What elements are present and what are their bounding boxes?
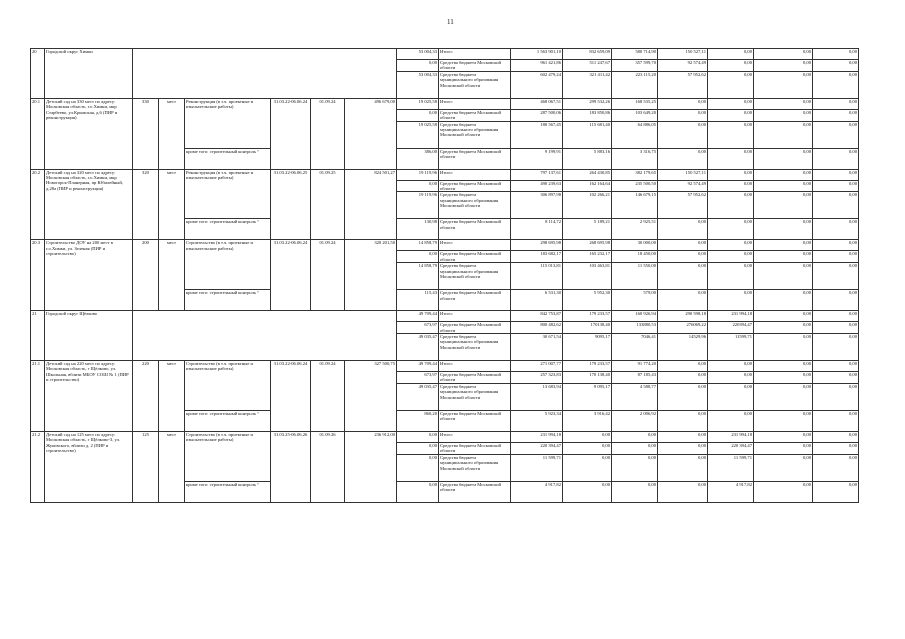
value-y2: 223 115,20 (612, 71, 658, 98)
value-y4: 0,00 (708, 121, 754, 148)
object-name: Городской округ Щёлково (45, 311, 133, 361)
object-cost: 496 679,00 (345, 98, 397, 169)
value-y4: 0,00 (708, 60, 754, 72)
value-y4: 0,00 (708, 361, 754, 372)
value-y3: 0,00 (658, 410, 708, 431)
finish-date: 01.09.25 (311, 169, 345, 240)
value-y1: 179 233,57 (563, 361, 612, 372)
value-total: 8 114,72 (511, 219, 563, 240)
table-row (31, 431, 859, 442)
value-total: 287 500,06 (511, 109, 563, 121)
capacity: 330 (133, 98, 159, 169)
value-y6: 0,00 (813, 49, 859, 60)
unit: мест (159, 361, 185, 432)
blank-cell (133, 311, 397, 361)
unit: мест (159, 169, 185, 240)
value-total: 468 067,51 (511, 98, 563, 109)
construction-control-label: кроме того: строительный контроль ⁷ (185, 410, 271, 431)
value-y1: 264 430,85 (563, 169, 612, 180)
value-y1: 0,00 (563, 442, 612, 454)
value-total: 842 753,87 (511, 311, 563, 322)
value-y2: 160 926,94 (612, 311, 658, 322)
value-total: 5 923,34 (511, 410, 563, 431)
value-y6: 0,00 (813, 219, 859, 240)
value-y6: 0,00 (813, 98, 859, 109)
value-y5: 0,00 (754, 148, 813, 169)
value-y2: 579,00 (612, 290, 658, 311)
value-total: 306 897,98 (511, 192, 563, 219)
value-col8: 115,43 (397, 290, 439, 311)
financing-source: Средства бюджета Московской области (439, 322, 511, 334)
value-y3: 0,00 (658, 251, 708, 263)
financing-source: Итого: (439, 49, 511, 60)
value-total: 800 482,62 (511, 322, 563, 334)
financing-source: Итого: (439, 431, 511, 442)
value-y5: 0,00 (754, 372, 813, 384)
value-y1: 170 138,40 (563, 372, 612, 384)
value-y6: 0,00 (813, 192, 859, 219)
capacity: 200 (133, 240, 159, 311)
value-y5: 0,00 (754, 263, 813, 290)
work-type: Строительство (в т.ч. проектные и изыскательские работы) (185, 361, 271, 411)
value-col8: 19 025,58 (397, 121, 439, 148)
value-y6: 0,00 (813, 240, 859, 251)
value-total: 602 479,24 (511, 71, 563, 98)
financing-source: Средства бюджета Московской области (439, 60, 511, 72)
value-y3: 0,00 (658, 240, 708, 251)
financing-source: Средства бюджета муниципального образования Московской области (439, 71, 511, 98)
value-total: 4 917,82 (511, 481, 563, 502)
value-y2: 235 500,50 (612, 180, 658, 192)
value-y3: 14529,96 (658, 334, 708, 361)
value-col8: 0,00 (397, 431, 439, 442)
value-y1: 102 266,21 (563, 192, 612, 219)
value-y4: 0,00 (708, 290, 754, 311)
financing-source: Средства бюджета муниципального образования Московской области (439, 334, 511, 361)
value-y1: 511 247,67 (563, 60, 612, 72)
blank-cell (133, 49, 397, 99)
construction-control-label: кроме того: строительный контроль ⁷ (185, 148, 271, 169)
value-total: 271 007,77 (511, 361, 563, 372)
value-y3: 0,00 (658, 109, 708, 121)
value-y4: 11 599,71 (708, 454, 754, 481)
financing-source: Средства бюджета Московской области (439, 219, 511, 240)
value-y1: 268 695,98 (563, 240, 612, 251)
value-y6: 0,00 (813, 311, 859, 322)
value-y6: 0,00 (813, 322, 859, 334)
value-y2: 0,00 (612, 481, 658, 502)
value-y4: 0,00 (708, 71, 754, 98)
value-y5: 0,00 (754, 219, 813, 240)
value-col8: 0,00 (397, 442, 439, 454)
financing-source: Средства бюджета муниципального образования Московской области (439, 263, 511, 290)
row-index: 20.1 (31, 98, 45, 169)
value-y1: 165 232,17 (563, 251, 612, 263)
value-y2: 64 886,05 (612, 121, 658, 148)
financing-source: Средства бюджета муниципального образования Московской области (439, 383, 511, 410)
value-y6: 0,00 (813, 121, 859, 148)
row-index: 21.1 (31, 361, 45, 432)
value-col8: 14 858,79 (397, 263, 439, 290)
value-y4: 0,00 (708, 49, 754, 60)
value-total: 180 567,45 (511, 121, 563, 148)
value-y2: 18 450,00 (612, 251, 658, 263)
value-total: 6 531,30 (511, 290, 563, 311)
value-y3: 0,00 (658, 383, 708, 410)
unit: мест (159, 431, 185, 502)
value-y3: 0,00 (658, 454, 708, 481)
value-y6: 0,00 (813, 60, 859, 72)
value-total: 298 695,98 (511, 240, 563, 251)
value-y4: 0,00 (708, 263, 754, 290)
value-col8: 19 119,96 (397, 169, 439, 180)
object-name: Детский сад на 125 мест по адресу: Московская область, г Щёлково-3, ул. Жуковского, вблизи д. 2 (ПИР и строительство) (45, 431, 133, 502)
value-y2: 168 535,25 (612, 98, 658, 109)
financing-source: Итого: (439, 361, 511, 372)
unit: мест (159, 240, 185, 311)
value-col8: 0,00 (397, 454, 439, 481)
value-y5: 0,00 (754, 240, 813, 251)
value-col8: 19 119,96 (397, 192, 439, 219)
capacity: 125 (133, 431, 159, 502)
value-col8: 0,00 (397, 251, 439, 263)
table-row (31, 361, 859, 372)
financing-source: Средства бюджета муниципального образования Московской области (439, 454, 511, 481)
work-type: Строительство (в т.ч. проектные и изыскательские работы) (185, 240, 271, 290)
value-y4: 0,00 (708, 109, 754, 121)
value-y1: 170138,40 (563, 322, 612, 334)
value-y6: 0,00 (813, 372, 859, 384)
value-y6: 0,00 (813, 454, 859, 481)
object-name: Детский сад на 330 мест по адресу: Московская область, г.о.Химки, мкр Старбеево, ул.Крымская, д.6 (ПИР и реконструкция) (45, 98, 133, 169)
value-total: 490 239,63 (511, 180, 563, 192)
value-y1: 179 233,57 (563, 311, 612, 322)
table-row (31, 240, 859, 251)
value-y5: 0,00 (754, 322, 813, 334)
value-y2: 91 774,20 (612, 361, 658, 372)
value-y6: 0,00 (813, 334, 859, 361)
value-y6: 0,00 (813, 290, 859, 311)
value-y2: 7046,41 (612, 334, 658, 361)
value-total: 13 683,94 (511, 383, 563, 410)
value-col8: 49 035,47 (397, 334, 439, 361)
value-y4: 0,00 (708, 169, 754, 180)
financing-source: Средства бюджета Московской области (439, 290, 511, 311)
value-y3: 57 952,62 (658, 71, 708, 98)
value-y5: 0,00 (754, 121, 813, 148)
value-y1: 3 916,42 (563, 410, 612, 431)
work-type: Строительство (в т.ч. проектные и изыскательские работы) (185, 431, 271, 481)
value-total: 231 994,18 (511, 431, 563, 442)
capacity: 320 (133, 169, 159, 240)
value-y1: 9095,17 (563, 334, 612, 361)
value-col8: 49 709,44 (397, 361, 439, 372)
finish-date: 01.09.24 (311, 361, 345, 432)
object-name: Детский сад на 220 мест по адресу: Московская область, г Щёлково, ул. Школьная, вблизи МБОУ СОШ № 1 (ПИР и строительство) (45, 361, 133, 432)
row-index: 20 (31, 49, 45, 99)
value-col8: 14 858,79 (397, 240, 439, 251)
value-y3: 0,00 (658, 121, 708, 148)
value-total: 797 137,61 (511, 169, 563, 180)
value-col8: 0,00 (397, 60, 439, 72)
value-total: 961 421,86 (511, 60, 563, 72)
value-y2: 146 679,15 (612, 192, 658, 219)
value-y4: 4 917,82 (708, 481, 754, 502)
value-y5: 0,00 (754, 251, 813, 263)
construction-control-label: кроме того: строительный контроль ⁷ (185, 219, 271, 240)
value-y3: 0,00 (658, 431, 708, 442)
value-y1: 0,00 (563, 431, 612, 442)
value-y4: 220394,47 (708, 322, 754, 334)
object-name: Детский сад на 320 мест по адресу: Московская область, г.о.Химки, мкр Новогорск-Планерная, пр Юбилейный, д.28а (ПИР и реконструкция) (45, 169, 133, 240)
work-dates: 31.03.22-06.06.24 (271, 361, 311, 432)
value-y5: 0,00 (754, 334, 813, 361)
value-y5: 0,00 (754, 481, 813, 502)
financing-table (30, 48, 859, 503)
value-col8: 0,00 (397, 109, 439, 121)
row-index: 20.3 (31, 240, 45, 311)
value-y3: 150 527,11 (658, 49, 708, 60)
row-index: 21.2 (31, 431, 45, 502)
value-col8: 673,97 (397, 322, 439, 334)
value-y6: 0,00 (813, 481, 859, 502)
value-y5: 0,00 (754, 60, 813, 72)
value-y2: 357 599,70 (612, 60, 658, 72)
object-cost: 236 912,00 (345, 431, 397, 502)
value-y4: 0,00 (708, 98, 754, 109)
value-y5: 0,00 (754, 98, 813, 109)
value-y4: 0,00 (708, 240, 754, 251)
value-col8: 0,00 (397, 180, 439, 192)
financing-source: Средства бюджета Московской области (439, 251, 511, 263)
value-y3: 0,00 (658, 98, 708, 109)
work-dates: 31.03.22-06.06.24 (271, 240, 311, 311)
value-y1: 5 189,21 (563, 219, 612, 240)
value-y2: 0,00 (612, 442, 658, 454)
value-y2: 133880,53 (612, 322, 658, 334)
value-y4: 0,00 (708, 219, 754, 240)
value-total: 9 199,91 (511, 148, 563, 169)
value-y1: 9 095,17 (563, 383, 612, 410)
value-col8: 673,97 (397, 372, 439, 384)
value-y1: 321 411,42 (563, 71, 612, 98)
finish-date: 01.09.24 (311, 240, 345, 311)
value-y6: 0,00 (813, 148, 859, 169)
financing-source: Средства бюджета Московской области (439, 148, 511, 169)
value-y5: 0,00 (754, 442, 813, 454)
value-y3: 0,00 (658, 219, 708, 240)
value-y2: 87 185,43 (612, 372, 658, 384)
value-col8: 49 709,44 (397, 311, 439, 322)
value-y1: 5 883,16 (563, 148, 612, 169)
value-y4: 0,00 (708, 192, 754, 219)
work-type: Реконструкция (в т.ч. проектные и изыскательские работы) (185, 98, 271, 148)
value-col8: 386,00 (397, 148, 439, 169)
value-y3: 0,00 (658, 148, 708, 169)
value-y4: 0,00 (708, 180, 754, 192)
value-y1: 0,00 (563, 454, 612, 481)
capacity: 220 (133, 361, 159, 432)
table-row (31, 311, 859, 322)
value-y3: 92 574,49 (658, 60, 708, 72)
value-col8: 860,20 (397, 410, 439, 431)
value-y3: 0,00 (658, 372, 708, 384)
value-y5: 0,00 (754, 410, 813, 431)
value-y2: 103 649,20 (612, 109, 658, 121)
value-total: 220 394,47 (511, 442, 563, 454)
work-type: Реконструкция (в т.ч. проектные и изыскательские работы) (185, 169, 271, 219)
object-cost: 320 201,50 (345, 240, 397, 311)
value-total: 30 671,54 (511, 334, 563, 361)
value-y5: 0,00 (754, 71, 813, 98)
value-y2: 4 588,77 (612, 383, 658, 410)
value-y2: 2 925,51 (612, 219, 658, 240)
value-total: 257 323,83 (511, 372, 563, 384)
value-y6: 0,00 (813, 263, 859, 290)
value-y5: 0,00 (754, 290, 813, 311)
table-body (31, 49, 859, 503)
value-y1: 115 681,40 (563, 121, 612, 148)
value-y1: 162 164,64 (563, 180, 612, 192)
financing-source: Средства бюджета Московской области (439, 180, 511, 192)
value-y3: 92 574,49 (658, 180, 708, 192)
value-y4: 0,00 (708, 251, 754, 263)
value-y2: 580 714,90 (612, 49, 658, 60)
financing-source: Средства бюджета муниципального образования Московской области (439, 121, 511, 148)
value-col8: 19 025,58 (397, 98, 439, 109)
row-index: 21 (31, 311, 45, 361)
value-col8: 0,00 (397, 481, 439, 502)
value-y3: 0,00 (658, 442, 708, 454)
value-y5: 0,00 (754, 169, 813, 180)
value-y5: 0,00 (754, 311, 813, 322)
value-col8: 130,98 (397, 219, 439, 240)
value-y6: 0,00 (813, 442, 859, 454)
work-dates: 31.03.22-06.06.24 (271, 98, 311, 169)
value-y5: 0,00 (754, 383, 813, 410)
value-y3: 290 598,18 (658, 311, 708, 322)
financing-source: Итого: (439, 98, 511, 109)
value-y1: 299 532,26 (563, 98, 612, 109)
value-y5: 0,00 (754, 180, 813, 192)
financing-source: Средства бюджета Московской области (439, 410, 511, 431)
value-y6: 0,00 (813, 431, 859, 442)
value-y2: 30 000,00 (612, 240, 658, 251)
value-y2: 2 006,92 (612, 410, 658, 431)
financing-source: Средства бюджета Московской области (439, 372, 511, 384)
value-y5: 0,00 (754, 361, 813, 372)
value-y1: 5 952,30 (563, 290, 612, 311)
value-y3: 0,00 (658, 263, 708, 290)
value-y6: 0,00 (813, 180, 859, 192)
value-y3: 0,00 (658, 290, 708, 311)
value-y6: 0,00 (813, 410, 859, 431)
object-cost: 824 501,27 (345, 169, 397, 240)
page-number: 11 (447, 18, 454, 26)
value-col8: 49 035,47 (397, 383, 439, 410)
finish-date: 01.09.26 (311, 431, 345, 502)
table-row (31, 98, 859, 109)
value-y4: 0,00 (708, 372, 754, 384)
value-y3: 276069,22 (658, 322, 708, 334)
value-y6: 0,00 (813, 251, 859, 263)
value-y5: 0,00 (754, 454, 813, 481)
value-total: 11 599,71 (511, 454, 563, 481)
value-y3: 150 527,11 (658, 169, 708, 180)
work-dates: 31.03.25-06.06.26 (271, 431, 311, 502)
value-y3: 0,00 (658, 481, 708, 502)
value-y4: 0,00 (708, 383, 754, 410)
value-y2: 0,00 (612, 454, 658, 481)
value-y5: 0,00 (754, 109, 813, 121)
value-y5: 0,00 (754, 431, 813, 442)
object-name: Городской округ Химки (45, 49, 133, 99)
value-col8: 53 004,33 (397, 49, 439, 60)
value-y4: 0,00 (708, 410, 754, 431)
value-y4: 231 994,18 (708, 431, 754, 442)
value-y5: 0,00 (754, 49, 813, 60)
construction-control-label: кроме того: строительный контроль ⁷ (185, 481, 271, 502)
value-y1: 0,00 (563, 481, 612, 502)
value-y2: 0,00 (612, 431, 658, 442)
object-cost: 327 500,75 (345, 361, 397, 432)
row-index: 20.2 (31, 169, 45, 240)
finish-date: 01.09.24 (311, 98, 345, 169)
value-y4: 220 394,47 (708, 442, 754, 454)
value-y1: 183 850,86 (563, 109, 612, 121)
financing-source: Средства бюджета Московской области (439, 481, 511, 502)
financing-source: Средства бюджета Московской области (439, 109, 511, 121)
financing-source: Итого: (439, 169, 511, 180)
value-y2: 11 550,00 (612, 263, 658, 290)
value-y3: 57 952,62 (658, 192, 708, 219)
unit: мест (159, 98, 185, 169)
value-y5: 0,00 (754, 192, 813, 219)
work-dates: 31.03.22-06.06.25 (271, 169, 311, 240)
financing-source: Итого: (439, 311, 511, 322)
value-y6: 0,00 (813, 109, 859, 121)
value-total: 1 563 901,10 (511, 49, 563, 60)
value-y6: 0,00 (813, 71, 859, 98)
value-total: 115 013,81 (511, 263, 563, 290)
construction-control-label: кроме того: строительный контроль ⁷ (185, 290, 271, 311)
value-total: 183 682,17 (511, 251, 563, 263)
financing-source: Средства бюджета муниципального образования Московской области (439, 192, 511, 219)
value-y2: 382 179,65 (612, 169, 658, 180)
value-col8: 53 004,33 (397, 71, 439, 98)
value-y4: 231 994,18 (708, 311, 754, 322)
table-row (31, 49, 859, 60)
value-y6: 0,00 (813, 361, 859, 372)
table-row (31, 169, 859, 180)
value-y1: 103 463,81 (563, 263, 612, 290)
value-y4: 0,00 (708, 148, 754, 169)
value-y3: 0,00 (658, 361, 708, 372)
value-y2: 3 316,75 (612, 148, 658, 169)
object-name: Строительство ДОУ на 200 мест в г.о.Химки, ул. Зеленая (ПИР и строительство) (45, 240, 133, 311)
financing-source: Средства бюджета Московской области (439, 442, 511, 454)
value-y6: 0,00 (813, 169, 859, 180)
value-y4: 11599,71 (708, 334, 754, 361)
value-y6: 0,00 (813, 383, 859, 410)
value-y1: 832 659,09 (563, 49, 612, 60)
financing-source: Итого: (439, 240, 511, 251)
